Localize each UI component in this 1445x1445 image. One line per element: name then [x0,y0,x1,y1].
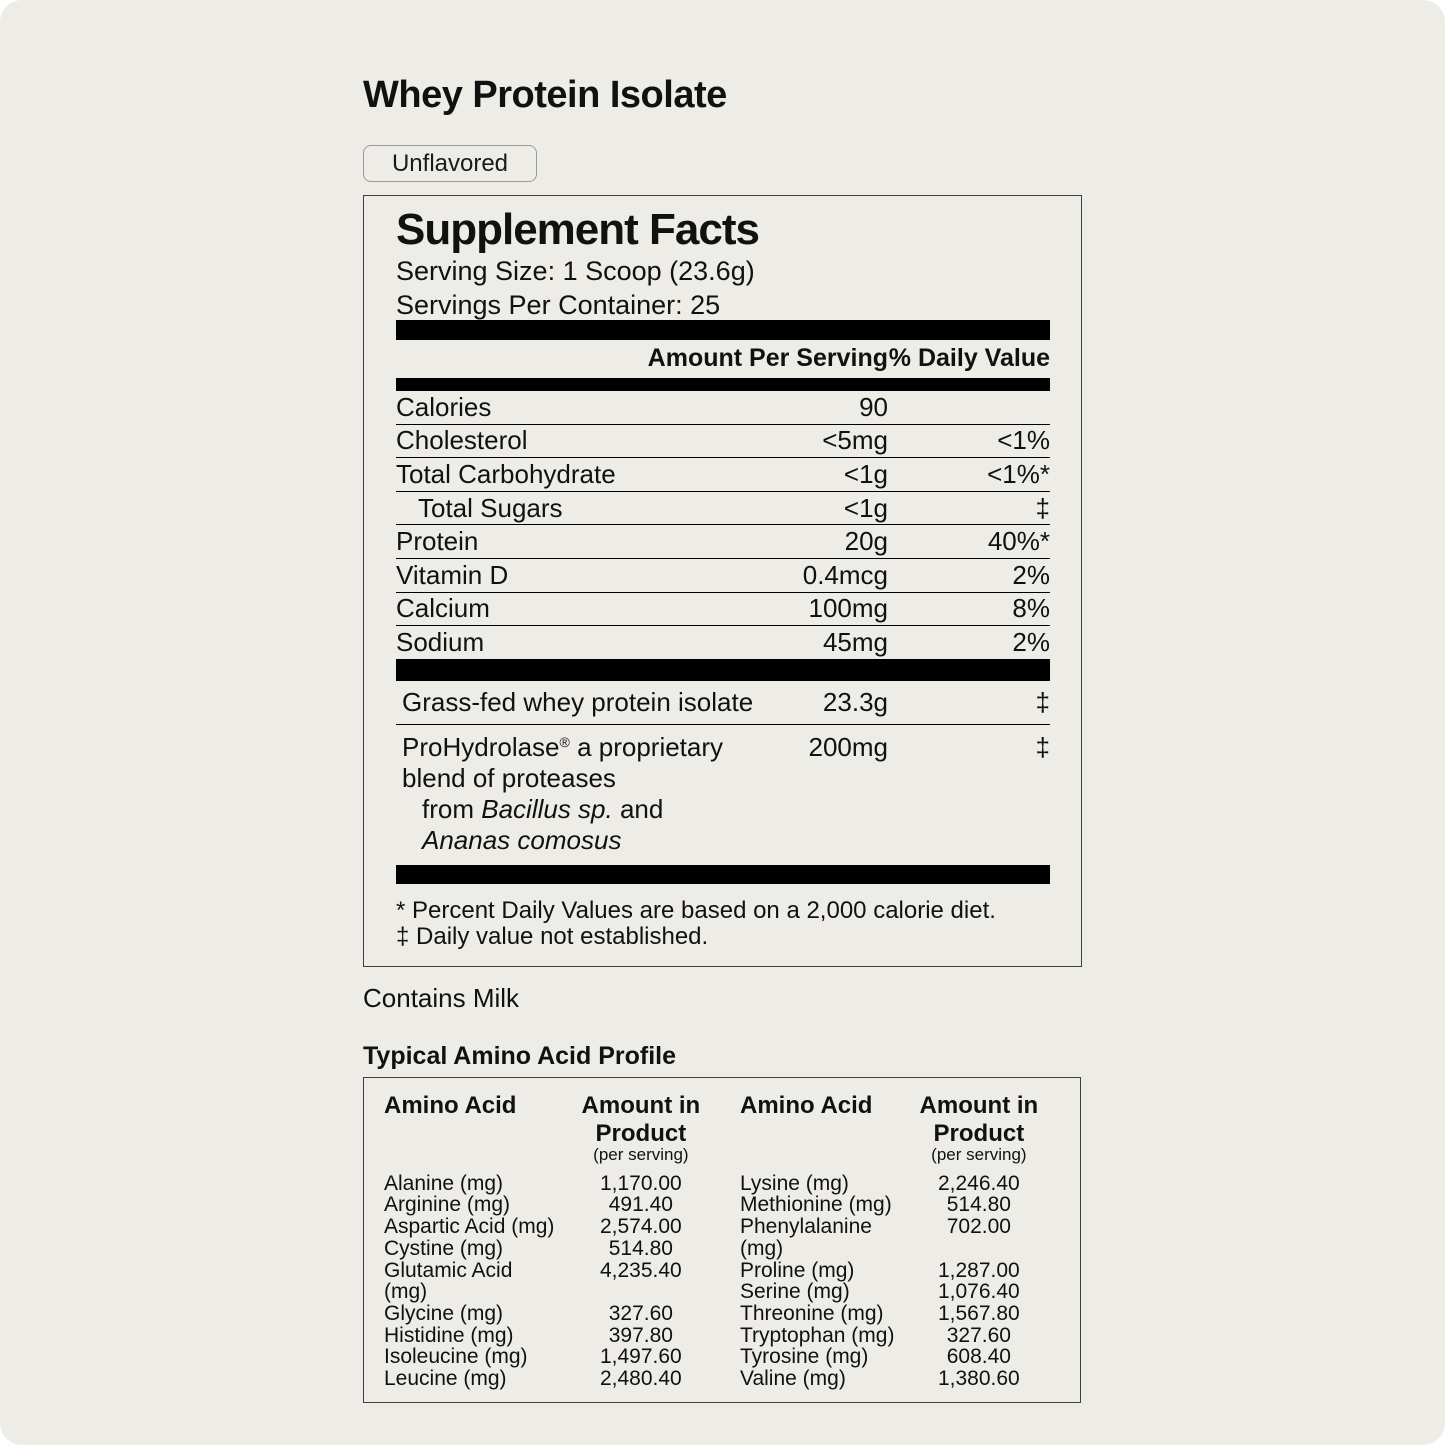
registered-trademark-symbol: ® [559,733,570,750]
supplement-facts-panel [363,195,1082,967]
species-name: Ananas comosus [422,824,622,855]
species-name: Bacillus sp. [481,793,613,824]
footnotes [396,898,1050,956]
nutrient-name: Protein [396,526,479,557]
nutrient-row-protein [396,525,1050,559]
amino-header-row [722,1092,1060,1162]
amino-row-serine: Serine (mg) 1,076.40 [740,1280,1020,1304]
nutrient-row-total-carbohydrate [396,458,1050,492]
nutrient-dv: 2% [1012,626,1050,657]
nutrient-amount: 45mg [822,626,888,657]
blend-row-grass-fed [396,681,1050,725]
amino-row-isoleucine: Isoleucine (mg) 1,497.60 [384,1345,682,1369]
nutrient-amount: 90 [859,391,888,422]
blend-name: Grass-fed whey protein isolate [402,686,754,717]
column-header-amount: Amount Per Serving [647,344,888,372]
nutrient-row-vitamin-d [396,559,1050,593]
blend-name [396,732,758,856]
column-header-daily-value: % Daily Value [888,344,1050,372]
contains-milk-note: Contains Milk [363,982,520,1013]
serving-size: Serving Size: 1 Scoop (23.6g) [396,256,755,286]
nutrient-row-calcium [396,593,1050,627]
nutrient-row-total-sugars [396,492,1050,526]
amino-column-header-amount: Amount in Product (per serving) [560,1092,722,1162]
amino-row-tryptophan: Tryptophan (mg) 327.60 [740,1323,1011,1347]
amino-row-threonine: Threonine (mg) 1,567.80 [740,1301,1020,1325]
flavor-chip-label: Unflavored [391,149,509,177]
amino-row-aspartic-acid: Aspartic Acid (mg) 2,574.00 [384,1215,682,1239]
amino-header-row [384,1092,722,1162]
footnote-percent-dv: * Percent Daily Values are based on a 2,000 calorie diet. [396,896,996,924]
amino-column-subheader: (per serving) [931,1144,1027,1164]
amino-column-header-amount: Amount in Product (per serving) [898,1092,1060,1162]
amino-row-proline: Proline (mg) 1,287.00 [740,1258,1020,1282]
amino-row-tyrosine: Tyrosine (mg) 608.40 [740,1345,1011,1369]
divider-bar-medium [396,378,1050,391]
amino-table-left [384,1092,722,1390]
nutrient-dv: 40%* [987,526,1050,557]
amino-column-subheader: (per serving) [593,1144,689,1164]
nutrient-amount: 20g [844,526,888,557]
nutrient-row-cholesterol [396,425,1050,459]
nutrient-dv: ‡ [1035,492,1050,523]
amino-row-cystine: Cystine (mg) 514.80 [384,1236,673,1260]
blend-amount: 200mg [808,731,888,762]
nutrient-dv: <1% [997,425,1050,456]
facts-header-row [396,340,1050,378]
nutrient-dv: <1%* [987,458,1050,489]
amino-table-right [722,1092,1060,1390]
amino-row-alanine: Alanine (mg) 1,170.00 [384,1171,682,1195]
nutrient-amount: <1g [843,492,888,523]
supplement-facts-title: Supplement Facts [396,205,759,254]
divider-bar-thick [396,660,1050,681]
nutrient-name: Sodium [396,626,485,657]
amino-row-phenylalanine: Phenylalanine (mg) 702.00 [740,1215,1011,1260]
amino-profile-table [363,1077,1081,1403]
servings-per-container: Servings Per Container: 25 [396,290,721,320]
amino-row-glycine: Glycine (mg) 327.60 [384,1301,673,1325]
prohydrolase-line1: ProHydrolase® a proprietary blend of proteases [402,731,724,793]
amino-column-header-name: Amino Acid [384,1091,517,1119]
divider-bar-thick [396,320,1050,340]
flavor-chip-unflavored[interactable] [363,145,537,182]
nutrient-amount: <1g [843,458,888,489]
nutrient-name: Total Sugars [418,492,563,523]
amino-row-lysine: Lysine (mg) 2,246.40 [740,1171,1020,1195]
amino-row-methionine: Methionine (mg) 514.80 [740,1193,1011,1217]
nutrient-row-sodium [396,626,1050,660]
blend-row-prohydrolase [396,725,1050,865]
nutrient-amount: 0.4mcg [802,559,888,590]
nutrient-name: Total Carbohydrate [396,458,616,489]
amino-row-histidine: Histidine (mg) 397.80 [384,1323,673,1347]
nutrient-name: Calcium [396,593,490,624]
amino-row-arginine: Arginine (mg) 491.40 [384,1193,673,1217]
nutrient-name: Calories [396,391,492,422]
nutrient-amount: <5mg [822,425,888,456]
nutrient-dv: 8% [1012,593,1050,624]
amino-column-header-name: Amino Acid [740,1091,873,1119]
amino-rows [722,1173,1060,1390]
amino-row-leucine: Leucine (mg) 2,480.40 [384,1367,682,1391]
nutrient-row-calories [396,391,1050,425]
amino-row-valine: Valine (mg) 1,380.60 [740,1367,1020,1391]
nutrient-dv: 2% [1012,559,1050,590]
divider-bar-thick [396,865,1050,884]
prohydrolase-line2: from Bacillus sp. and Ananas comosus [422,793,664,855]
blend-dv: ‡ [1035,686,1050,717]
amino-rows [384,1173,722,1390]
nutrient-name: Cholesterol [396,425,528,456]
nutrient-amount: 100mg [808,593,888,624]
nutrient-name: Vitamin D [396,559,509,590]
footnote-daily-value: ‡ Daily value not established. [396,922,709,950]
blend-amount: 23.3g [822,686,888,717]
blend-dv: ‡ [1035,731,1050,762]
page-title: Whey Protein Isolate [363,74,727,116]
amino-row-glutamic-acid: Glutamic Acid (mg) 4,235.40 [384,1258,682,1304]
amino-profile-heading: Typical Amino Acid Profile [363,1041,677,1070]
